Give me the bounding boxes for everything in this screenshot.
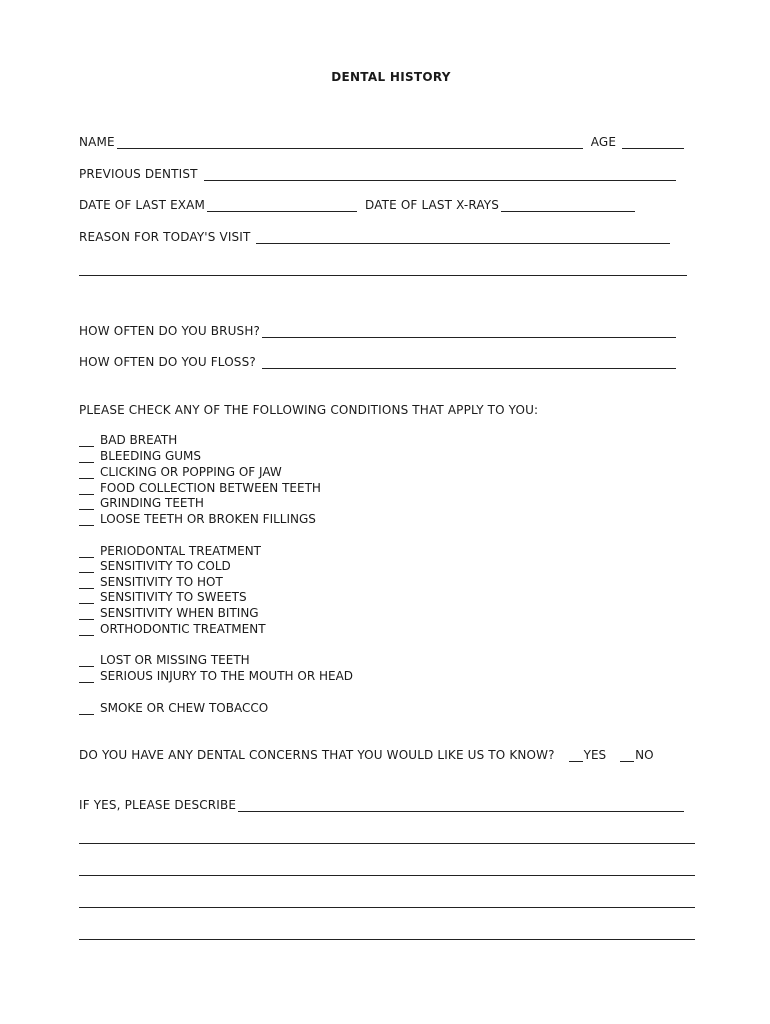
condition-checkbox[interactable]: [79, 623, 94, 636]
describe-row: [79, 798, 684, 812]
previous-dentist-field[interactable]: [204, 167, 676, 181]
brush-label: HOW OFTEN DO YOU BRUSH?: [79, 324, 261, 338]
reason-label: REASON FOR TODAY'S VISIT: [79, 230, 251, 244]
condition-checkbox[interactable]: [79, 654, 94, 667]
date-last-xrays-label: DATE OF LAST X-RAYS: [365, 198, 500, 212]
condition-item: [79, 575, 223, 589]
describe-line[interactable]: [79, 907, 695, 908]
concerns-row: [79, 748, 654, 762]
condition-checkbox[interactable]: [79, 545, 94, 558]
condition-checkbox[interactable]: [79, 591, 94, 604]
floss-row: [79, 355, 676, 369]
condition-item: [79, 590, 247, 604]
condition-checkbox[interactable]: [79, 513, 94, 526]
date-last-xrays-field[interactable]: [501, 198, 635, 212]
date-last-exam-label: DATE OF LAST EXAM: [79, 198, 206, 212]
condition-label: FOOD COLLECTION BETWEEN TEETH: [100, 481, 321, 495]
condition-item: [79, 669, 353, 683]
describe-label: IF YES, PLEASE DESCRIBE: [79, 798, 237, 812]
condition-label: SERIOUS INJURY TO THE MOUTH OR HEAD: [100, 669, 354, 683]
dates-row: [79, 198, 635, 212]
condition-label: LOST OR MISSING TEETH: [100, 653, 250, 667]
condition-checkbox[interactable]: [79, 450, 94, 463]
condition-item: [79, 512, 316, 526]
concerns-no-label: NO: [635, 748, 654, 762]
condition-label: ORTHODONTIC TREATMENT: [100, 622, 266, 636]
condition-item: [79, 544, 261, 558]
date-last-exam-field[interactable]: [207, 198, 357, 212]
condition-item: [79, 465, 282, 479]
concerns-yes-label: YES: [583, 748, 607, 762]
condition-item: [79, 701, 268, 715]
concerns-question: DO YOU HAVE ANY DENTAL CONCERNS THAT YOU WOULD LIKE US TO KNOW?: [79, 748, 555, 762]
condition-item: [79, 496, 204, 510]
condition-checkbox[interactable]: [79, 560, 94, 573]
condition-item: [79, 559, 231, 573]
page-title: DENTAL HISTORY: [331, 70, 451, 84]
floss-label: HOW OFTEN DO YOU FLOSS?: [79, 355, 256, 369]
reason-field-continued[interactable]: [79, 275, 687, 276]
name-label: NAME: [79, 135, 115, 149]
condition-label: GRINDING TEETH: [100, 496, 204, 510]
conditions-prompt-row: [79, 403, 538, 417]
condition-item: [79, 606, 259, 620]
condition-checkbox[interactable]: [79, 482, 94, 495]
age-label: AGE: [590, 135, 617, 149]
reason-row: [79, 230, 670, 244]
condition-item: [79, 653, 250, 667]
age-field[interactable]: [622, 135, 684, 149]
describe-field[interactable]: [238, 798, 684, 812]
condition-checkbox[interactable]: [79, 576, 94, 589]
describe-line[interactable]: [79, 875, 695, 876]
condition-item: [79, 433, 177, 447]
condition-label: SENSITIVITY TO SWEETS: [100, 590, 247, 604]
floss-field[interactable]: [262, 355, 676, 369]
brush-field[interactable]: [262, 324, 676, 338]
condition-label: BAD BREATH: [100, 433, 178, 447]
name-field[interactable]: [117, 135, 583, 149]
concerns-yes-option[interactable]: [569, 748, 607, 762]
condition-label: PERIODONTAL TREATMENT: [100, 544, 262, 558]
describe-line[interactable]: [79, 843, 695, 844]
condition-checkbox[interactable]: [79, 607, 94, 620]
condition-item: [79, 622, 266, 636]
previous-dentist-row: [79, 167, 676, 181]
brush-row: [79, 324, 676, 338]
describe-line[interactable]: [79, 939, 695, 940]
concerns-no-checkbox[interactable]: [620, 749, 634, 762]
name-age-row: [79, 135, 684, 149]
previous-dentist-label: PREVIOUS DENTIST: [79, 167, 198, 181]
condition-label: CLICKING OR POPPING OF JAW: [100, 465, 282, 479]
condition-checkbox[interactable]: [79, 702, 94, 715]
condition-checkbox[interactable]: [79, 434, 94, 447]
condition-label: SENSITIVITY TO HOT: [100, 575, 223, 589]
condition-label: BLEEDING GUMS: [100, 449, 202, 463]
conditions-prompt: PLEASE CHECK ANY OF THE FOLLOWING CONDITIONS THAT APPLY TO YOU:: [79, 403, 539, 417]
condition-label: SENSITIVITY TO COLD: [100, 559, 231, 573]
condition-label: LOOSE TEETH OR BROKEN FILLINGS: [100, 512, 316, 526]
condition-checkbox[interactable]: [79, 670, 94, 683]
condition-item: [79, 449, 201, 463]
condition-label: SMOKE OR CHEW TOBACCO: [100, 701, 269, 715]
reason-field[interactable]: [256, 230, 670, 244]
concerns-yes-checkbox[interactable]: [569, 749, 583, 762]
condition-item: [79, 481, 321, 495]
condition-label: SENSITIVITY WHEN BITING: [100, 606, 259, 620]
condition-checkbox[interactable]: [79, 497, 94, 510]
condition-checkbox[interactable]: [79, 466, 94, 479]
concerns-no-option[interactable]: [620, 748, 653, 762]
